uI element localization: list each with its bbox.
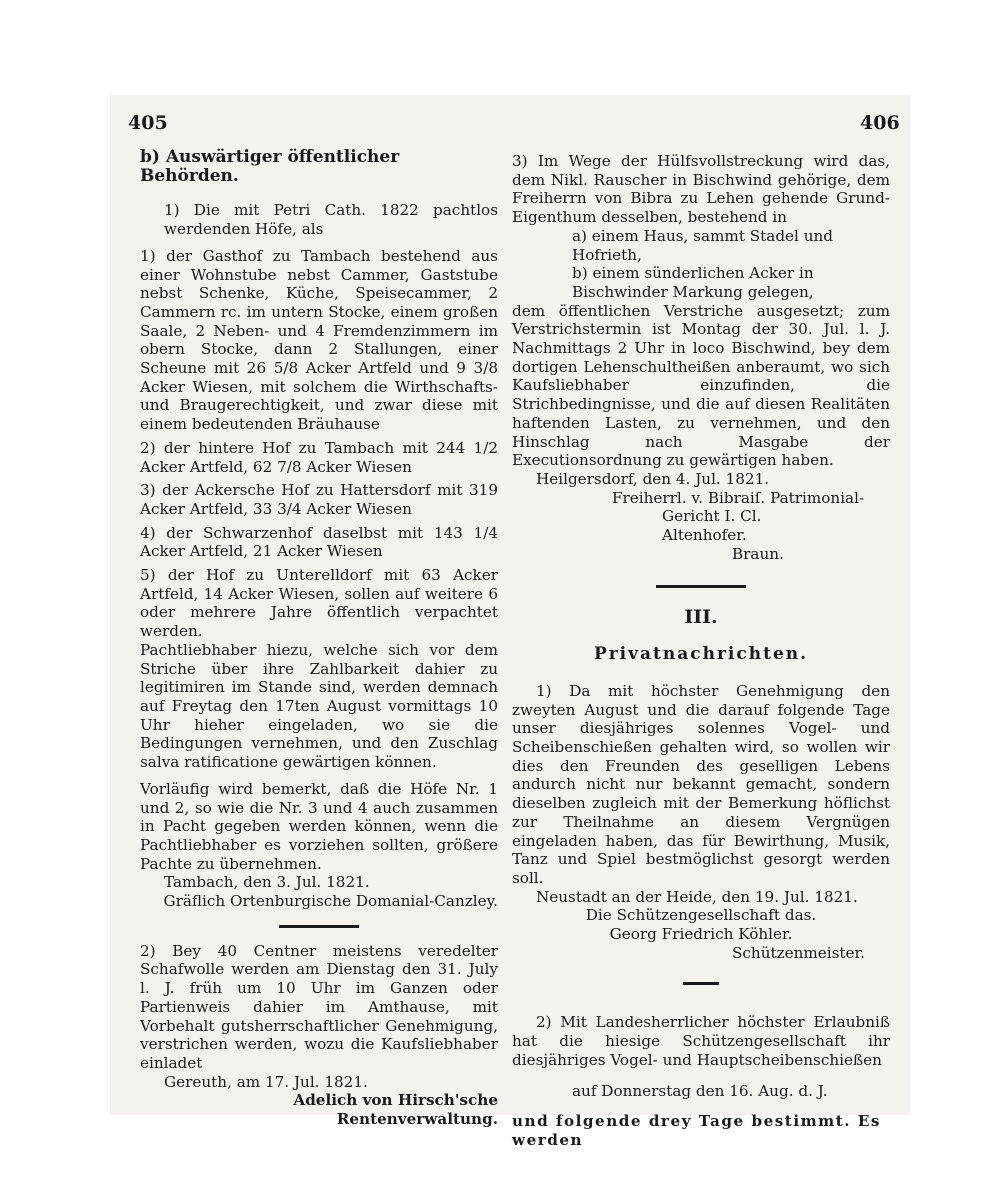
signer-title: Schützenmeister. bbox=[732, 943, 865, 962]
private-notice-2-cont: und folgende drey Tage bestimmt. Es werden bbox=[512, 1112, 881, 1149]
place-date-gereuth: Gereuth, am 17. Jul. 1821. bbox=[164, 1072, 368, 1091]
signer-altenhofer: Altenhofer. bbox=[662, 526, 747, 545]
section-heading-b: b) Auswärtiger öffentlicher Behörden. bbox=[140, 147, 400, 186]
signer-koehler: Georg Friedrich Köhler. bbox=[609, 925, 793, 944]
section-numeral: III. bbox=[684, 606, 718, 629]
sub-item-a: a) einem Haus, sammt Stadel und Hofrieth, bbox=[572, 226, 834, 264]
farm-item-5: 5) der Hof zu Unterelldorf mit 63 Acker Artfeld, 14 Acker Wiesen, sollen auf weitere 6 oder mehrere Jahre öffentlich verpachtet werden. bbox=[140, 566, 498, 641]
lease-paragraph: Pachtliebhaber hiezu, welche sich vor dem Striche über ihre Zahlbarkeit dahier zu legitimiren im Stande sind, werden demnach auf Freytag den 17ten August vormittags 10 Uhr hieher eingeladen, wo sie die Bedingungen vernehmen, und den Zuschlag salva ratificatione gewärtigen können. bbox=[140, 640, 498, 772]
authority-rentenverwaltung: Adelich von Hirsch'sche Rentenverwaltung. bbox=[293, 1091, 498, 1129]
farm-item-2: 2) der hintere Hof zu Tambach mit 244 1/2 Acker Artfeld, 62 7/8 Acker Wiesen bbox=[140, 438, 498, 476]
enforcement-notice-cont: dem öffentlichen Verstriche ausgesetzt; zum Verstrichstermin ist Montag der 30. Jul. l. J. Nachmittags 2 Uhr in loco Bischwind, bey dem dortigen Lehenschultheißen anberaumt, wo sich Kaufsliebhaber einzufinden, die Strichbedingnisse, und die auf diesen Realitäten haftenden Lasten, zu vernehmen, und den Hinschlag nach Masgabe der Executionsordnung zu gewärtigen haben. bbox=[512, 301, 890, 470]
page-number-left: 405 bbox=[128, 112, 168, 134]
signer-braun: Braun. bbox=[732, 544, 784, 563]
place-date-neustadt: Neustadt an der Heide, den 19. Jul. 1821. bbox=[536, 887, 858, 906]
place-date-tambach: Tambach, den 3. Jul. 1821. bbox=[164, 873, 370, 892]
authority-patrimonial: Freiherrl. v. Bibraiſ. Patrimonial- bbox=[612, 488, 865, 507]
private-notice-1: 1) Da mit höchster Genehmigung den zweyten August und die darauf folgende Tage unser diesjähriges solennes Vogel- und Scheibenschießen gehalten wird, so wollen wir dies den Freunden des geselligen Lebens andurch nicht nur bekannt gemacht, sondern dieselben zugleich mit der Bemerkung höflichst zur Theilnahme an diesem Vergnügen eingeladen haben, das für Bewirthung, Musik, Tanz und Spiel bestmöglichst gesorgt werden soll. bbox=[512, 681, 890, 887]
left-column bbox=[140, 148, 498, 1129]
separator-rule bbox=[683, 982, 719, 985]
section-title: Privatnachrichten. bbox=[593, 644, 809, 665]
page-number-right: 406 bbox=[860, 112, 900, 134]
private-notice-2: 2) Mit Landesherrlicher höchster Erlaubniß hat die hiesige Schützengesellschaft ihr diesjähriges Vogel- und Hauptscheibenschießen bbox=[512, 1013, 890, 1069]
private-notice-2-date: auf Donnerstag den 16. Aug. d. J. bbox=[572, 1081, 828, 1100]
enforcement-notice: 3) Im Wege der Hülfsvollstreckung wird das, dem Nikl. Rauscher in Bischwind gehörige, dem Freiherrn von Bibra zu Lehen gehende Grund-Eigenthum desselben, bestehend in bbox=[512, 152, 890, 227]
society-name: Die Schützengesellschaft das. bbox=[585, 906, 817, 925]
notice-1-intro: 1) Die mit Petri Cath. 1822 pachtlos werdenden Höfe, als bbox=[164, 201, 498, 239]
place-date-heilgersdorf: Heilgersdorf, den 4. Jul. 1821. bbox=[536, 469, 770, 488]
separator-rule bbox=[279, 925, 359, 928]
preliminary-note: Vorläufig wird bemerkt, daß die Höfe Nr. 1 und 2, so wie die Nr. 3 und 4 auch zusammen in Pacht gegeben werden können, wenn die Pachtliebhaber es vorziehen sollten, größere Pachte zu übernehmen. bbox=[140, 779, 498, 873]
farm-item-3: 3) der Ackersche Hof zu Hattersdorf mit 319 Acker Artfeld, 33 3/4 Acker Wiesen bbox=[140, 481, 498, 518]
authority-domanial-canzley: Gräflich Ortenburgische Domanial-Canzley. bbox=[163, 892, 498, 911]
farm-item-4: 4) der Schwarzenhof daselbst mit 143 1/4 Acker Artfeld, 21 Acker Wiesen bbox=[140, 523, 498, 561]
right-column bbox=[512, 152, 890, 1150]
authority-court-class: Gericht I. Cl. bbox=[662, 507, 762, 526]
farm-item-1: 1) der Gasthof zu Tambach bestehend aus einer Wohnstube nebst Cammer, Gaststube nebst Schenke, Küche, Speisecammer, 2 Cammern rc. im untern Stocke, einem großen Saale, 2 Neben- und 4 Fremdenzimmern im obern Stocke, dann 2 Stallungen, einer Scheune mit 26 5/8 Acker Artfeld und 9 3/8 Acker Wiesen, mit solchem die Wirthschafts- und Braugerechtigkeit, und zwar diese mit einem bedeutenden Bräuhause bbox=[140, 246, 498, 434]
separator-rule bbox=[656, 585, 746, 588]
sub-item-b: b) einem sünderlichen Acker in Bischwinder Markung gelegen, bbox=[572, 264, 814, 301]
wool-notice: 2) Bey 40 Centner meistens veredelter Schafwolle werden am Dienstag den 31. July l. J. früh um 10 Uhr im Ganzen oder Partienweis dahier im Amthause, mit Vorbehalt gutsherrschaftlicher Genehmigung, verstrichen werden, wozu die Kaufsliebhaber einladet bbox=[140, 941, 498, 1072]
